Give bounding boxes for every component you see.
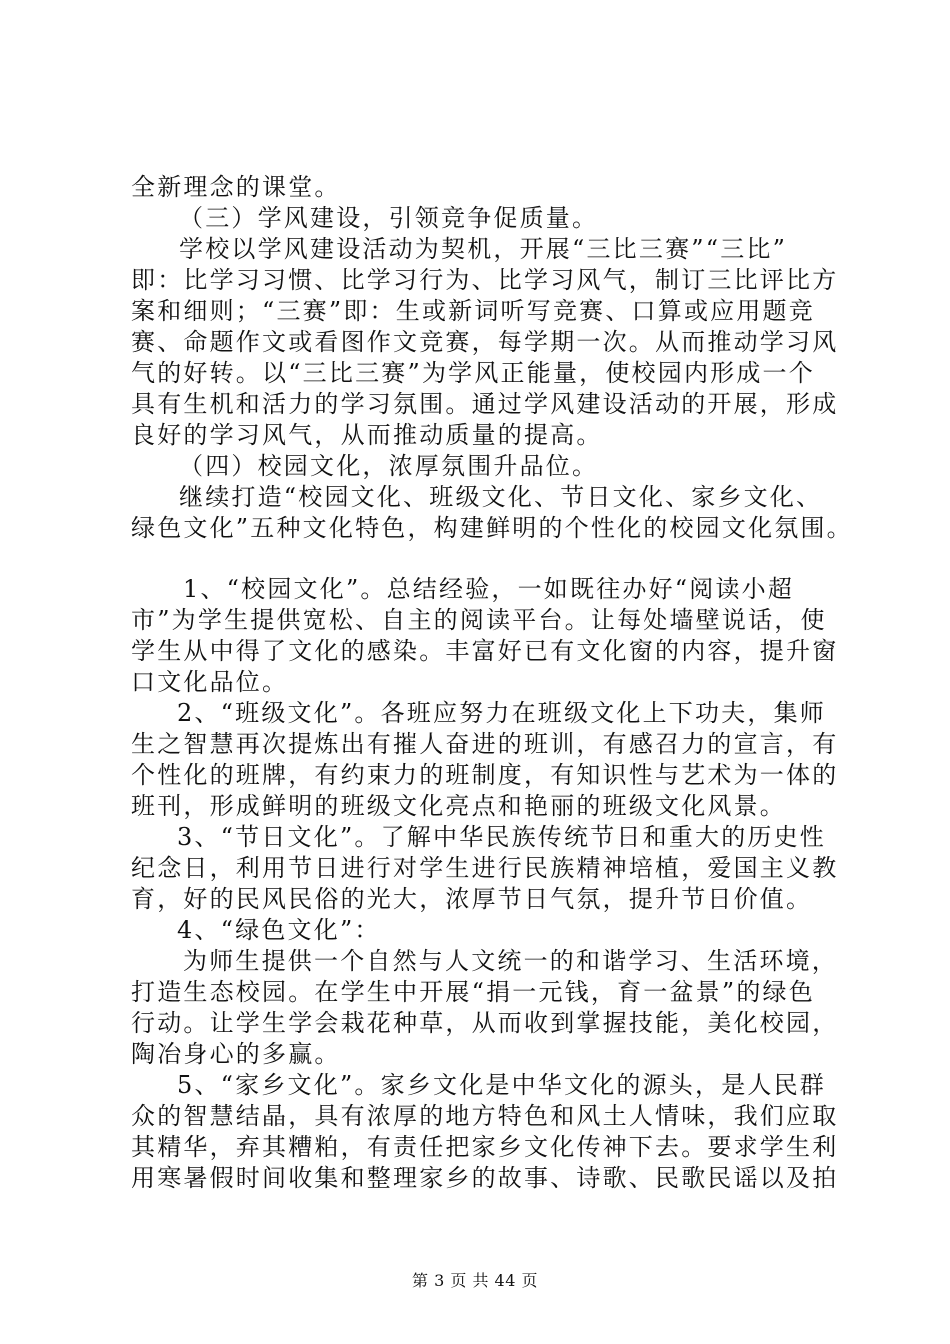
text-line: 气的好转。以“三比三赛”为学风正能量，使校园内形成一个 bbox=[131, 359, 815, 387]
text-line: 生之智慧再次提炼出有摧人奋进的班训，有感召力的宣言，有 bbox=[131, 730, 839, 758]
section-heading-3: （三）学风建设，引领竞争促质量。 bbox=[179, 204, 599, 232]
section-heading-4: （四）校园文化，浓厚氛围升品位。 bbox=[179, 452, 599, 480]
text-line: 4、“绿色文化”： bbox=[177, 916, 381, 944]
text-line: 其精华，弃其糟粕，有责任把家乡文化传神下去。要求学生利 bbox=[131, 1133, 839, 1161]
text-line: 全新理念的课堂。 bbox=[131, 173, 341, 201]
blank-line bbox=[131, 544, 831, 574]
text-line: 案和细则；“三赛”即：生或新词听写竞赛、口算或应用题竞 bbox=[131, 297, 815, 325]
page-number-footer: 第 3 页 共 44 页 bbox=[412, 1271, 538, 1290]
text-line: 口文化品位。 bbox=[131, 668, 289, 696]
text-line: 个性化的班牌，有约束力的班制度，有知识性与艺术为一体的 bbox=[131, 761, 839, 789]
text-line: 育，好的民风民俗的光大，浓厚节日气氛，提升节日价值。 bbox=[131, 885, 813, 913]
text-line: 众的智慧结晶，具有浓厚的地方特色和风土人情味，我们应取 bbox=[131, 1102, 839, 1130]
text-line: 用寒暑假时间收集和整理家乡的故事、诗歌、民歌民谣以及拍 bbox=[131, 1164, 839, 1192]
text-line: 行动。让学生学会栽花种草，从而收到掌握技能，美化校园， bbox=[131, 1009, 839, 1037]
text-line: 纪念日，利用节日进行对学生进行民族精神培植，爱国主义教 bbox=[131, 854, 839, 882]
text-line: 班刊，形成鲜明的班级文化亮点和艳丽的班级文化风景。 bbox=[131, 792, 786, 820]
document-body bbox=[131, 172, 853, 1194]
text-line: 2、“班级文化”。各班应努力在班级文化上下功夫，集师 bbox=[177, 699, 827, 727]
text-line: 陶冶身心的多赢。 bbox=[131, 1040, 341, 1068]
text-line: 继续打造“校园文化、班级文化、节日文化、家乡文化、 bbox=[179, 483, 823, 511]
text-line: 学校以学风建设活动为契机，开展“三比三赛”“三比” bbox=[179, 235, 788, 263]
text-line: 学生从中得了文化的感染。丰富好已有文化窗的内容，提升窗 bbox=[131, 637, 839, 665]
text-line: 具有生机和活力的学习氛围。通过学风建设活动的开展，形成 bbox=[131, 390, 839, 418]
text-line: 为师生提供一个自然与人文统一的和谐学习、生活环境， bbox=[183, 947, 838, 975]
text-line: 即：比学习习惯、比学习行为、比学习风气，制订三比评比方 bbox=[131, 266, 839, 294]
text-line: 打造生态校园。在学生中开展“捐一元钱，育一盆景”的绿色 bbox=[131, 978, 815, 1006]
text-line: 5、“家乡文化”。家乡文化是中华文化的源头，是人民群 bbox=[177, 1071, 827, 1099]
text-line: 良好的学习风气，从而推动质量的提高。 bbox=[131, 421, 603, 449]
text-line: 3、“节日文化”。了解中华民族传统节日和重大的历史性 bbox=[177, 823, 827, 851]
text-line: 市”为学生提供宽松、自主的阅读平台。让每处墙壁说话，使 bbox=[131, 606, 827, 634]
text-line: 绿色文化”五种文化特色，构建鲜明的个性化的校园文化氛围。 bbox=[131, 514, 853, 542]
text-line: 赛、命题作文或看图作文竞赛，每学期一次。从而推动学习风 bbox=[131, 328, 839, 356]
text-line: 1、“校园文化”。总结经验，一如既往办好“阅读小超 bbox=[183, 575, 795, 603]
